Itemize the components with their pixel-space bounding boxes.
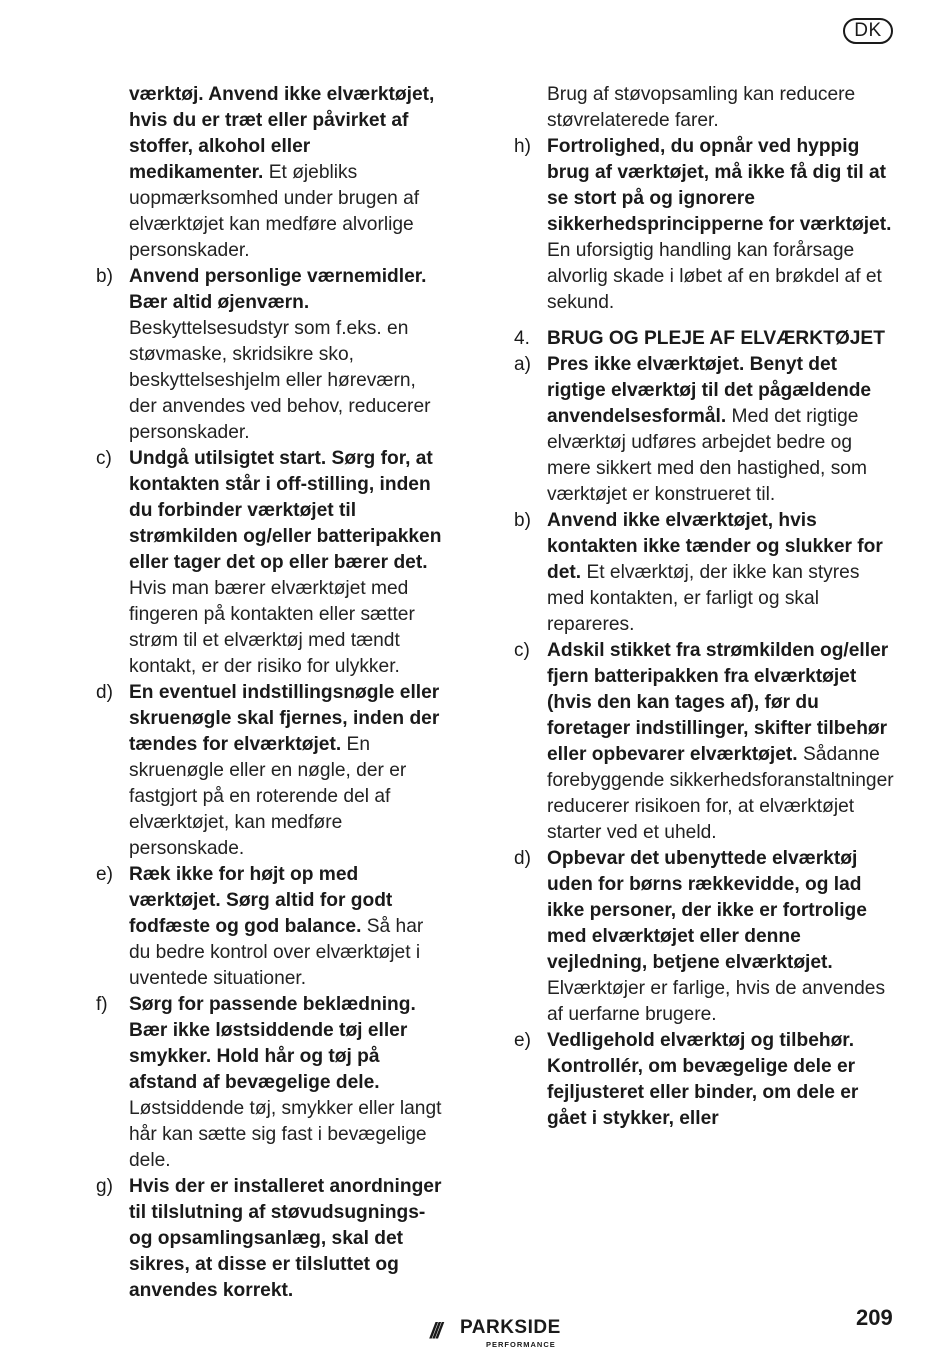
section-number: 4.: [514, 328, 530, 349]
list-item-4b: [514, 508, 898, 638]
item-marker: h): [514, 136, 531, 157]
section-heading: [514, 326, 898, 352]
left-column: [96, 82, 448, 1304]
item-bold-text: En eventuel indstillingsnøgle eller skruenøgle skal fjernes, inden der tændes for elværktøjet.: [129, 682, 440, 755]
item-marker: d): [96, 682, 113, 703]
left-intro-bold: værktøj. Anvend ikke elværktøjet, hvis du er træt eller påvirket af stoffer, alkohol eller medikamenter.: [129, 84, 435, 183]
right-column: [514, 82, 898, 1132]
item-marker: b): [96, 266, 113, 287]
item-marker: f): [96, 994, 108, 1015]
item-bold-text: Ræk ikke for højt op med værktøjet. Sørg altid for godt fodfæste og god balance.: [129, 864, 393, 937]
item-regular-text: Et elværktøj, der ikke kan styres med kontakten, er farligt og skal repareres.: [547, 562, 860, 635]
item-marker: a): [514, 354, 531, 375]
list-item-f: [96, 992, 448, 1174]
list-item-h: [514, 134, 898, 316]
list-item-4e: [514, 1028, 898, 1132]
item-regular-text: En uforsigtig handling kan forårsage alvorlig skade i løbet af en brøkdel af et sekund.: [547, 240, 882, 313]
item-bold-text: Opbevar det ubenyttede elværktøj uden for børns rækkevidde, og lad ikke personer, der ikke er fortrolige med elværktøjet eller denne vejledning, betjene elværktøjet.: [547, 848, 867, 973]
logo-brand-text: PARKSIDE: [460, 1317, 561, 1338]
language-badge: DK: [843, 18, 893, 44]
item-regular-text: Så har du bedre kontrol over elværktøjet i uventede situationer.: [129, 916, 424, 989]
item-marker: b): [514, 510, 531, 531]
logo-slashes-icon: ///: [430, 1318, 440, 1343]
item-bold-text: Anvend ikke elværktøjet, hvis kontakten ikke tænder og slukker for det.: [547, 510, 883, 583]
item-marker: d): [514, 848, 531, 869]
item-marker: g): [96, 1176, 113, 1197]
list-item-d: [96, 680, 448, 862]
item-bold-text: Anvend personlige værnemidler. Bær altid øjenværn.: [129, 266, 427, 313]
list-item-e: [96, 862, 448, 992]
section-title: BRUG OG PLEJE AF ELVÆRKTØJET: [547, 328, 885, 349]
item-regular-text: Løstsiddende tøj, smykker eller langt hår kan sætte sig fast i bevægelige dele.: [129, 1098, 442, 1171]
item-bold-text: Adskil stikket fra strømkilden og/eller fjern batteripakken fra elværktøjet (hvis den kan tages af), før du foretager indstillinger, skifter tilbehør eller opbevarer elværktøjet.: [547, 640, 889, 765]
item-regular-text: En skruenøgle eller en nøgle, der er fastgjort på en roterende del af elværktøjet, kan medføre personskade.: [129, 734, 407, 859]
item-bold-text: Pres ikke elværktøjet. Benyt det rigtige elværktøj til det pågældende anvendelsesformål.: [547, 354, 872, 427]
right-intro-regular: Brug af støvopsamling kan reducere støvrelaterede farer.: [547, 84, 856, 131]
list-item-4a: [514, 352, 898, 508]
item-regular-text: Med det rigtige elværktøj udføres arbejdet bedre og mere sikkert med den hastighed, som værktøjet er konstrueret til.: [547, 406, 867, 505]
page-number: 209: [856, 1305, 893, 1330]
item-marker: e): [96, 864, 113, 885]
item-bold-text: Fortrolighed, du opnår ved hyppig brug af værktøjet, må ikke få dig til at se stort på og ignorere sikkerhedsprincipperne for værktøjet.: [547, 136, 892, 235]
left-intro-regular: Et øjebliks uopmærksomhed under brugen af elværktøjet kan medføre alvorlige personskader.: [129, 162, 420, 261]
list-item-4c: [514, 638, 898, 846]
list-item-4d: [514, 846, 898, 1028]
item-regular-text: Beskyttelsesudstyr som f.eks. en støvmaske, skridsikre sko, beskyttelseshjelm eller høreværn, der anvendes ved behov, reducerer personskader.: [129, 318, 431, 443]
list-item-g: [96, 1174, 448, 1304]
list-item-c: [96, 446, 448, 680]
item-marker: c): [96, 448, 112, 469]
item-regular-text: Hvis man bærer elværktøjet med fingeren på kontakten eller sætter strøm til et elværktøj med tændt kontakt, er der risiko for ulykker.: [129, 578, 415, 677]
right-intro-paragraph: [514, 82, 898, 134]
left-intro-paragraph: [96, 82, 448, 264]
item-bold-text: Sørg for passende beklædning. Bær ikke løstsiddende tøj eller smykker. Hold hår og tøj på afstand af bevægelige dele.: [129, 994, 416, 1093]
list-item-b: [96, 264, 448, 446]
item-bold-text: Hvis der er installeret anordninger til tilslutning af støvudsugnings- og opsamlingsanlæg, skal det sikres, at disse er tilsluttet og anvendes korrekt.: [129, 1176, 442, 1301]
item-marker: e): [514, 1030, 531, 1051]
item-regular-text: Elværktøjer er farlige, hvis de anvendes af uerfarne brugere.: [547, 978, 886, 1025]
item-regular-text: Sådanne forebyggende sikkerhedsforanstaltninger reducerer risikoen for, at elværktøjet starter ved et uheld.: [547, 744, 894, 843]
item-bold-text: Vedligehold elværktøj og tilbehør. Kontrollér, om bevægelige dele er fejljusteret eller binder, om dele er gået i stykker, eller: [547, 1030, 859, 1129]
parkside-logo: [430, 1316, 585, 1350]
logo-subtitle-text: PERFORMANCE: [486, 1340, 556, 1349]
item-bold-text: Undgå utilsigtet start. Sørg for, at kontakten står i off-stilling, inden du forbinder værktøjet til strømkilden og/eller batteripakken eller tager det op eller bærer det.: [129, 448, 442, 573]
item-marker: c): [514, 640, 530, 661]
